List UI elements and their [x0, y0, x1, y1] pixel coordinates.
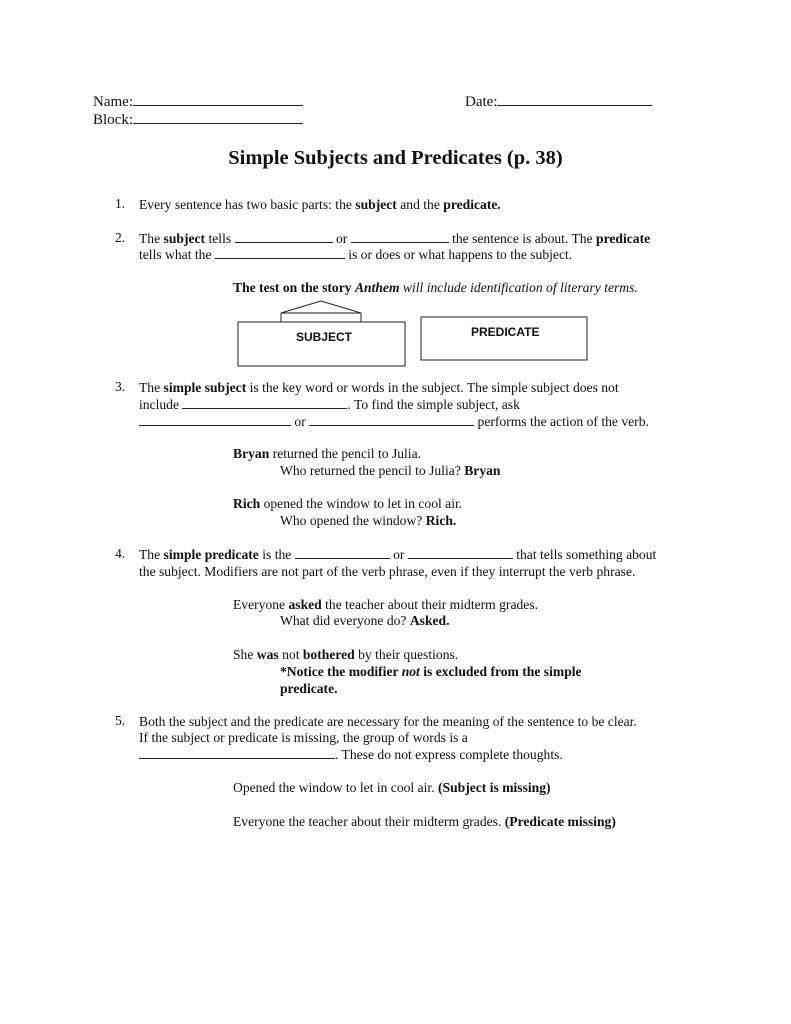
- item-5-line-1: Both the subject and the predicate are necessary for the meaning of the sentence to be clear.: [139, 714, 637, 729]
- block-label: Block:: [93, 112, 133, 128]
- answer-blank[interactable]: [351, 231, 449, 243]
- date-label: Date:: [465, 94, 498, 110]
- answer-blank[interactable]: [215, 247, 345, 259]
- name-blank[interactable]: [133, 93, 303, 106]
- item-2-line-2: tells what the is or does or what happens to the subject.: [139, 247, 573, 262]
- block-field[interactable]: [93, 111, 303, 129]
- item-5-line-2: If the subject or predicate is missing, the group of words is a: [139, 730, 468, 745]
- item-3-line-1: The simple subject is the key word or words in the subject. The simple subject does not: [139, 380, 619, 395]
- page-title: Simple Subjects and Predicates (p. 38): [228, 147, 563, 169]
- date-field[interactable]: [465, 93, 652, 111]
- item-2-line-1: The subject tells or the sentence is about. The predicate: [139, 231, 651, 246]
- block-blank[interactable]: [133, 111, 303, 124]
- predicate-box-label: PREDICATE: [471, 325, 540, 339]
- example-question: Who opened the window? Rich.: [280, 513, 457, 528]
- item-3-line-2: include . To find the simple subject, ask: [139, 397, 520, 412]
- example-fragment: Opened the window to let in cool air. (Subject is missing): [233, 780, 551, 795]
- test-note: The test on the story Anthem will include identification of literary terms.: [233, 280, 638, 295]
- example-fragment: Everyone the teacher about their midterm grades. (Predicate missing): [233, 814, 616, 829]
- example-sentence: Rich opened the window to let in cool air.: [233, 496, 463, 511]
- answer-blank[interactable]: [408, 547, 513, 559]
- item-number: 2.: [115, 230, 126, 245]
- example-sentence: Everyone asked the teacher about their midterm grades.: [233, 597, 539, 612]
- item-4-line-2: the subject. Modifiers are not part of the verb phrase, even if they interrupt the verb phrase.: [139, 564, 636, 579]
- notice-note: *Notice the modifier not is excluded from the simple: [280, 664, 582, 679]
- item-number: 4.: [115, 546, 126, 561]
- name-label: Name:: [93, 94, 133, 110]
- example-sentence: Bryan returned the pencil to Julia.: [233, 446, 422, 461]
- item-number: 5.: [115, 713, 126, 728]
- answer-blank[interactable]: [139, 414, 291, 426]
- answer-blank[interactable]: [235, 231, 333, 243]
- notice-note-cont: predicate.: [280, 681, 338, 696]
- example-question: Who returned the pencil to Julia? Bryan: [280, 463, 501, 478]
- answer-blank[interactable]: [139, 747, 335, 759]
- answer-blank[interactable]: [295, 547, 390, 559]
- item-4-line-1: The simple predicate is the or that tells something about: [139, 547, 657, 562]
- example-question: What did everyone do? Asked.: [280, 613, 450, 628]
- item-3-line-3: or performs the action of the verb.: [139, 413, 649, 430]
- example-sentence: She was not bothered by their questions.: [233, 647, 459, 662]
- answer-blank[interactable]: [182, 397, 347, 409]
- item-1-text: Every sentence has two basic parts: the subject and the predicate.: [139, 197, 501, 212]
- subject-box-label: SUBJECT: [296, 330, 353, 344]
- name-field[interactable]: [93, 93, 303, 111]
- date-blank[interactable]: [497, 93, 652, 106]
- item-5-line-3: . These do not express complete thoughts.: [139, 746, 563, 763]
- answer-blank[interactable]: [309, 414, 474, 426]
- item-number: 3.: [115, 379, 126, 394]
- item-number: 1.: [115, 196, 126, 211]
